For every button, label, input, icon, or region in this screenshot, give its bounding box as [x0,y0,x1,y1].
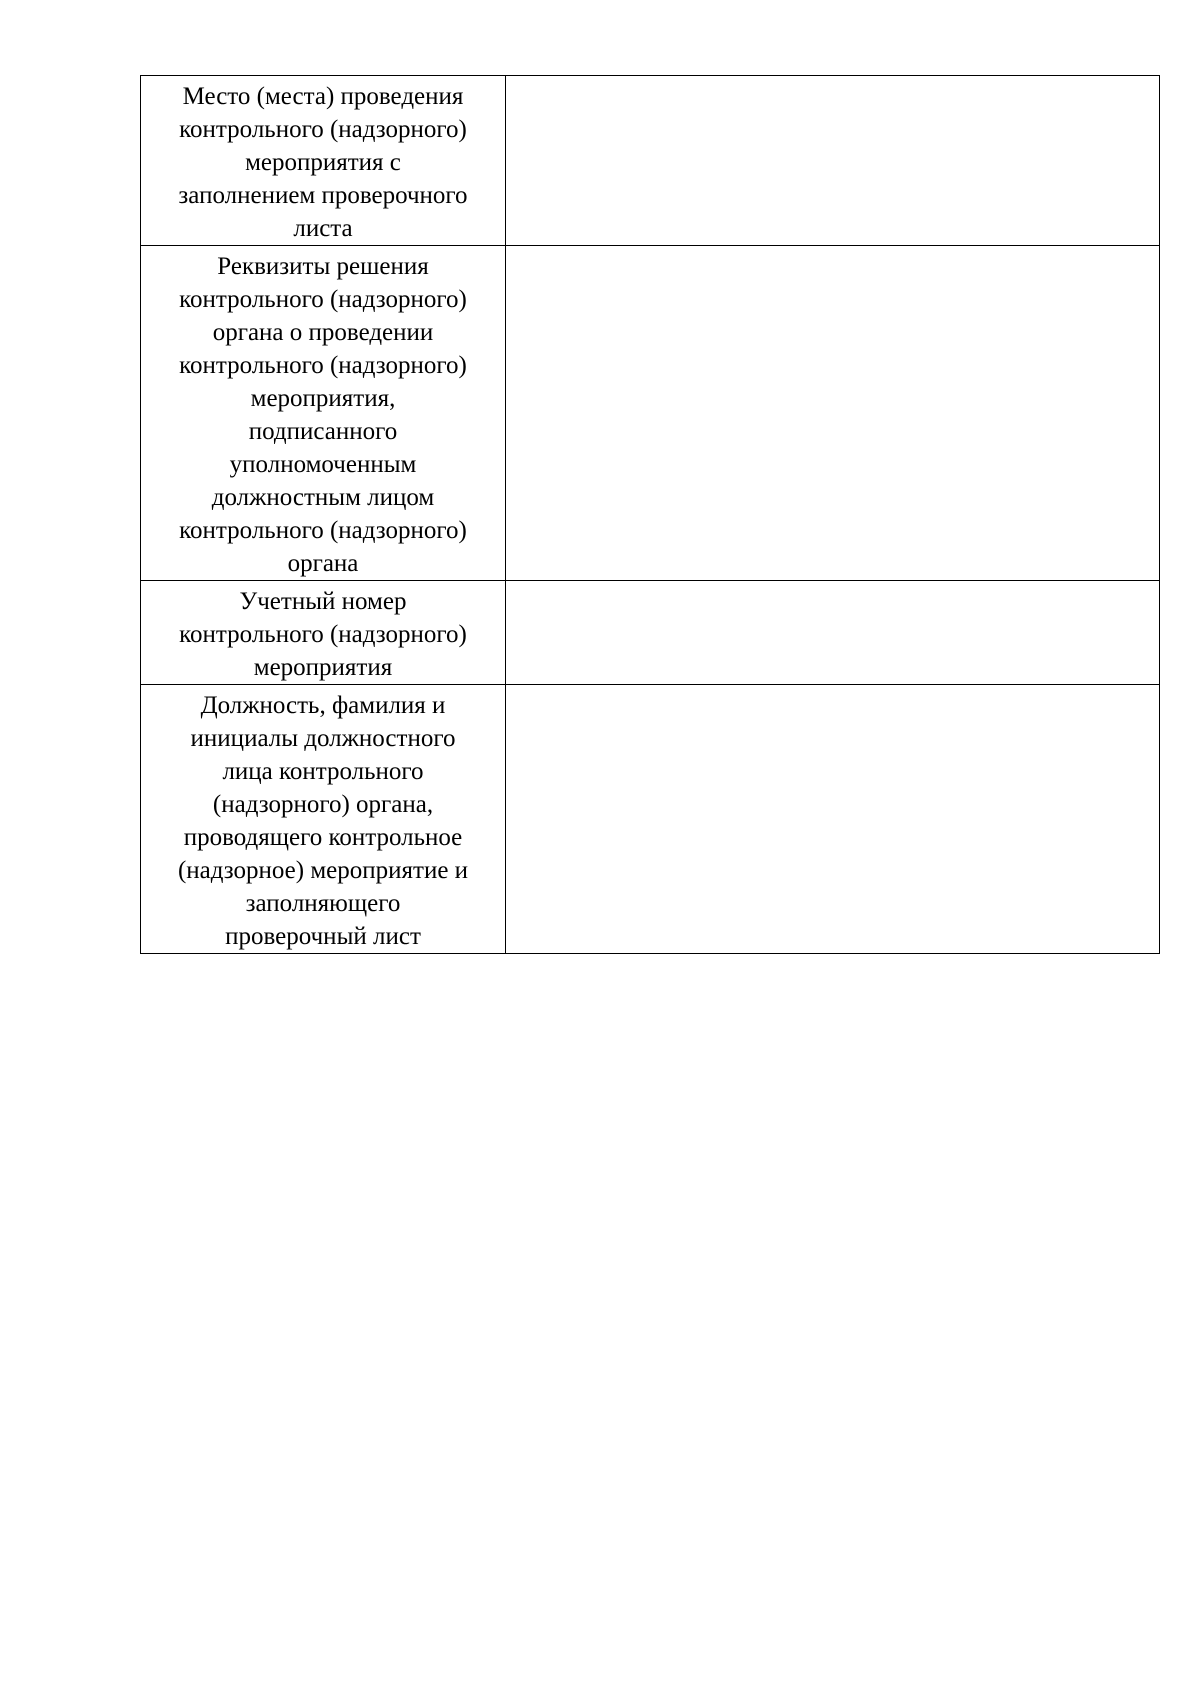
label-cell [141,76,506,246]
label-cell [141,685,506,954]
table-row-inspection-location [141,76,1160,246]
table-row-registration-number [141,581,1160,685]
inspection-location-label: Место (места) проведения контрольного (надзорного) мероприятия с заполнением проверочного листа [178,83,468,242]
label-cell [141,581,506,685]
registration-number-label: Учетный номер контрольного (надзорного) мероприятия [179,588,467,681]
registration-number-value[interactable] [506,581,1160,685]
label-cell [141,246,506,581]
decision-details-label: Реквизиты решения контрольного (надзорного) органа о проведении контрольного (надзорного) мероприятия, подписанного уполномоченным должностным лицом контрольного (надзорного) органа [179,253,467,577]
official-info-label: Должность, фамилия и инициалы должностного лица контрольного (надзорного) органа, проводящего контрольное (надзорное) мероприятие и заполняющего проверочный лист [177,692,469,950]
checklist-info-table [140,75,1160,954]
decision-details-value[interactable] [506,246,1160,581]
official-info-value[interactable] [506,685,1160,954]
inspection-location-value[interactable] [506,76,1160,246]
table-row-decision-details [141,246,1160,581]
table-row-official-info [141,685,1160,954]
